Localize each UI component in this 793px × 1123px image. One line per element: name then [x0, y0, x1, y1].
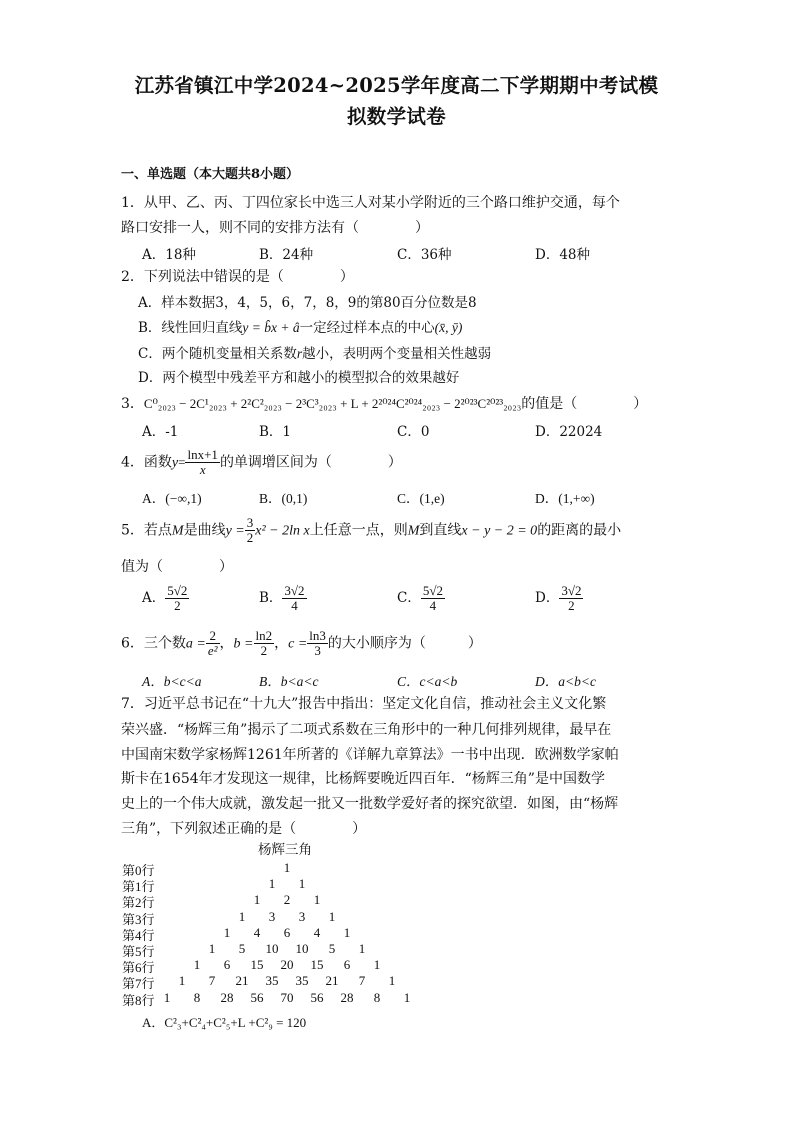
- q4-option-c[interactable]: C．(1,e): [397, 491, 445, 506]
- q7-stem-line2: 荣兴盛．“杨辉三角”揭示了二项式系数在三角形中的一种几何排列规律，最早在: [121, 722, 612, 738]
- triangle-row-label: 第3行: [122, 911, 155, 927]
- q6-b-num: ln2: [255, 628, 273, 643]
- q7-stem-line6: 三角”，下列叙述正确的是（ ）: [121, 821, 367, 837]
- q5-stem-line1: [121, 516, 621, 545]
- triangle-cell: 1: [223, 924, 231, 940]
- q5-option-a[interactable]: [142, 584, 189, 613]
- triangle-cell: 6: [283, 924, 291, 940]
- q5-option-a-num: 5√2: [167, 583, 188, 598]
- triangle-cell: 1: [328, 908, 336, 924]
- q5-M: M: [171, 523, 184, 539]
- triangle-cell: 15: [250, 957, 264, 973]
- q6-pre: 6．三个数: [121, 635, 186, 652]
- q7-option-a[interactable]: [142, 1012, 306, 1031]
- q5-curve-den: 2: [246, 530, 254, 545]
- q3-expression: C⁰₂₀₂₃ − 2C¹₂₀₂₃ + 2²C²₂₀₂₃ − 2³C³₂₀₂₃ + L + 2²⁰²⁴C²⁰²⁴₂₀₂₃ − 2²⁰²³C²⁰²³₂₀₂₃: [143, 396, 522, 411]
- triangle-cell: 1: [238, 908, 246, 924]
- q3-option-c[interactable]: C．0: [397, 424, 430, 440]
- q7-option-a-label: A．: [142, 1015, 165, 1030]
- triangle-cell: 1: [343, 924, 351, 940]
- q4-post: 的单调增区间为（ ）: [219, 454, 402, 471]
- triangle-cell: 28: [220, 989, 234, 1005]
- q2-option-a[interactable]: A．样本数据3，4，5，6，7，8，9的第80百分位数是8: [138, 295, 477, 311]
- triangle-cell: 1: [388, 973, 396, 989]
- q5-mid3: 到直线: [419, 522, 462, 539]
- q5-pre: 5．若点: [121, 522, 172, 539]
- q7-stem-line4: 斯卡在1654年才发现这一规律，比杨辉要晚近四百年．“杨辉三角”是中国数学: [121, 771, 605, 787]
- triangle-cell: 35: [265, 973, 279, 989]
- triangle-row-label: 第4行: [122, 927, 155, 943]
- q5-post: 的距离的最小: [537, 522, 622, 539]
- section-heading: 一、单选题（本大题共8小题）: [121, 167, 300, 182]
- triangle-row-label: 第1行: [122, 879, 155, 895]
- triangle-cell: 7: [358, 973, 366, 989]
- triangle-cell: 2: [283, 892, 291, 908]
- q1-option-d[interactable]: D．48种: [535, 247, 591, 263]
- triangle-cell: 1: [163, 989, 171, 1005]
- q6-b-den: 2: [260, 643, 268, 658]
- q5-stem-line2: 值为（ ）: [121, 559, 233, 575]
- q4-fraction: [185, 448, 219, 477]
- triangle-cell: 1: [268, 876, 276, 892]
- q5-curve-lhs: y =: [225, 523, 245, 539]
- q5-option-b-num: 3√2: [284, 583, 305, 598]
- q1-stem-line1: 1．从甲、乙、丙、丁四位家长中选三人对某小学附近的三个路口维护交通，每个: [121, 195, 620, 211]
- q5-line: x − y − 2 = 0: [461, 523, 538, 539]
- q2-option-b-center: (x̄, ȳ): [434, 320, 463, 335]
- triangle-cell: 10: [265, 941, 279, 956]
- triangle-cell: 1: [403, 989, 411, 1005]
- triangle-cell: 8: [193, 989, 201, 1005]
- q6-sep2: ，: [274, 635, 289, 652]
- triangle-cell: 20: [280, 957, 294, 973]
- triangle-row-label: 第8行: [122, 992, 155, 1008]
- triangle-cell: 3: [298, 908, 306, 924]
- q4-stem: [121, 448, 402, 477]
- q2-option-b-post: 一定经过样本点的中心: [299, 320, 435, 336]
- q6-c-num: ln3: [309, 628, 326, 643]
- triangle-cell: 1: [253, 892, 261, 908]
- triangle-cell: 56: [310, 989, 324, 1005]
- triangle-cell: 6: [343, 957, 351, 973]
- q5-mid2: 上任意一点，则: [309, 522, 408, 539]
- q3-number: 3．: [121, 396, 144, 412]
- q5-option-a-frac: [165, 584, 189, 613]
- q3-post: 的值是（ ）: [521, 396, 648, 412]
- q6-option-b[interactable]: B．b<a<c: [259, 674, 319, 689]
- q1-option-b[interactable]: B．24种: [259, 247, 314, 263]
- triangle-cell: 1: [283, 860, 291, 875]
- q2-option-b[interactable]: [138, 316, 462, 336]
- q5-curve-num: 3: [246, 515, 254, 530]
- q6-a-num: 2: [206, 629, 220, 644]
- triangle-row-label: 第7行: [122, 976, 155, 992]
- triangle-cell: 1: [313, 892, 321, 908]
- q5-option-b[interactable]: [259, 584, 307, 613]
- q7-stem-line1: 7．习近平总书记在“十九大”报告中指出：坚定文化自信，推动社会主义文化繁: [121, 696, 607, 712]
- q6-sep1: ，: [219, 635, 234, 652]
- triangle-cell: 21: [235, 973, 249, 989]
- q4-option-a[interactable]: A．(−∞,1): [142, 491, 202, 506]
- triangle-cell: 28: [340, 989, 354, 1005]
- q5-option-d[interactable]: [535, 584, 583, 613]
- q2-stem: 2．下列说法中错误的是（ ）: [121, 269, 354, 285]
- q5-option-d-num: 3√2: [561, 583, 582, 598]
- triangle-cell: 1: [193, 957, 201, 973]
- q7-option-a-expr: C²₃+C²₄+C²₅+L +C²₉ = 120: [164, 1015, 307, 1030]
- triangle-row-label: 第0行: [122, 863, 155, 878]
- q6-c-den: 3: [314, 643, 321, 658]
- q6-stem: [121, 629, 482, 658]
- q5-option-b-den: 4: [291, 598, 298, 613]
- q2-option-c[interactable]: [138, 342, 491, 362]
- q6-option-c[interactable]: C．c<a<b: [397, 674, 458, 689]
- triangle-cell: 8: [373, 989, 381, 1005]
- triangle-cell: 5: [328, 941, 336, 956]
- q4-denominator: x: [199, 462, 206, 477]
- q5-option-b-label: B．: [259, 590, 283, 606]
- q5-option-c[interactable]: [397, 584, 445, 613]
- triangle-row-label: 第2行: [122, 895, 155, 911]
- q2-option-b-pre: B．线性回归直线: [138, 320, 243, 336]
- triangle-cell: 10: [295, 941, 309, 956]
- q6-option-a[interactable]: A．b<c<a: [142, 674, 202, 689]
- q5-option-b-frac: [282, 584, 306, 613]
- triangle-cell: 5: [238, 941, 246, 956]
- q3-option-a[interactable]: A．-1: [142, 424, 179, 440]
- triangle-cell: 3: [268, 908, 276, 924]
- q4-eq: =: [178, 454, 186, 470]
- q6-a-frac: [206, 629, 220, 658]
- q5-mid1: 是曲线: [183, 522, 226, 539]
- exam-title-line1: 江苏省镇江中学2024~2025学年度高二下学期期中考试模: [134, 74, 659, 97]
- triangle-cell: 1: [208, 941, 216, 956]
- q3-option-d[interactable]: D．22024: [535, 424, 603, 440]
- q3-stem: [121, 393, 647, 413]
- triangle-row-label: 第6行: [122, 960, 155, 976]
- q6-option-d[interactable]: D．a<b<c: [535, 674, 596, 689]
- triangle-row-label: 第5行: [122, 944, 155, 959]
- q1-option-c[interactable]: C．36种: [397, 247, 452, 263]
- q7-stem-line5: 史上的一个伟大成就，激发起一批又一批数学爱好者的探究欲望．如图，由“杨辉: [121, 796, 619, 812]
- q5-option-c-num: 5√2: [422, 583, 443, 598]
- q4-numerator: lnx+1: [187, 447, 218, 462]
- q1-stem-line2: 路口安排一人，则不同的安排方法有（ ）: [121, 220, 429, 236]
- triangle-cell: 6: [223, 957, 231, 973]
- q2-option-c-var: r: [296, 346, 303, 361]
- q6-c: c =: [288, 636, 308, 652]
- q5-option-c-frac: [421, 584, 445, 613]
- q2-option-c-pre: C．两个随机变量相关系数: [138, 346, 297, 362]
- q5-option-c-label: C．: [397, 590, 421, 606]
- q6-c-frac: [307, 629, 328, 658]
- q5-option-a-label: A．: [142, 590, 166, 606]
- q6-post: 的大小顺序为（ ）: [327, 635, 482, 652]
- triangle-cell: 35: [295, 973, 309, 989]
- q5-option-d-frac: [559, 584, 583, 613]
- triangle-cell: 1: [358, 941, 366, 956]
- q5-curve-fraction: [245, 516, 256, 545]
- q6-b-frac: [254, 629, 275, 658]
- q4-y: y: [171, 455, 179, 471]
- q6-a-den: e²: [207, 643, 218, 658]
- q2-option-d[interactable]: D．两个模型中残差平方和越小的模型拟合的效果越好: [138, 370, 460, 386]
- q5-curve-rest: x² − 2ln x: [255, 523, 310, 539]
- q4-option-b[interactable]: B．(0,1): [259, 491, 308, 506]
- yanghui-triangle-title: 杨辉三角: [258, 842, 312, 858]
- q4-option-d[interactable]: D．(1,+∞): [535, 491, 595, 506]
- q4-pre: 4．函数: [121, 454, 172, 471]
- q5-M2: M: [407, 523, 420, 539]
- triangle-cell: 1: [373, 957, 381, 973]
- triangle-cell: 4: [313, 924, 321, 940]
- triangle-cell: 56: [250, 989, 264, 1005]
- q2-option-c-post: 越小，表明两个变量相关性越弱: [302, 346, 492, 362]
- q7-stem-line3: 中国南宋数学家杨辉1261年所著的《详解九章算法》一书中出现．欧洲数学家帕: [121, 747, 619, 763]
- q1-option-a[interactable]: A．18种: [142, 247, 196, 263]
- triangle-cell: 7: [208, 973, 216, 989]
- q2-option-b-formula: y = b̂x + â: [242, 320, 300, 335]
- exam-title-line2: 拟数学试卷: [346, 105, 446, 128]
- triangle-cell: 4: [253, 924, 261, 940]
- triangle-cell: 1: [178, 973, 186, 989]
- q5-option-d-den: 2: [568, 598, 575, 613]
- triangle-cell: 1: [298, 876, 306, 892]
- q6-b: b =: [233, 636, 254, 652]
- triangle-cell: 21: [325, 973, 339, 989]
- q5-option-d-label: D．: [535, 590, 560, 606]
- q5-option-c-den: 4: [429, 598, 437, 613]
- q5-option-a-den: 2: [174, 598, 181, 613]
- triangle-cell: 70: [280, 989, 294, 1005]
- q3-option-b[interactable]: B．1: [259, 424, 292, 440]
- triangle-cell: 15: [310, 957, 324, 973]
- q6-a: a =: [185, 636, 206, 652]
